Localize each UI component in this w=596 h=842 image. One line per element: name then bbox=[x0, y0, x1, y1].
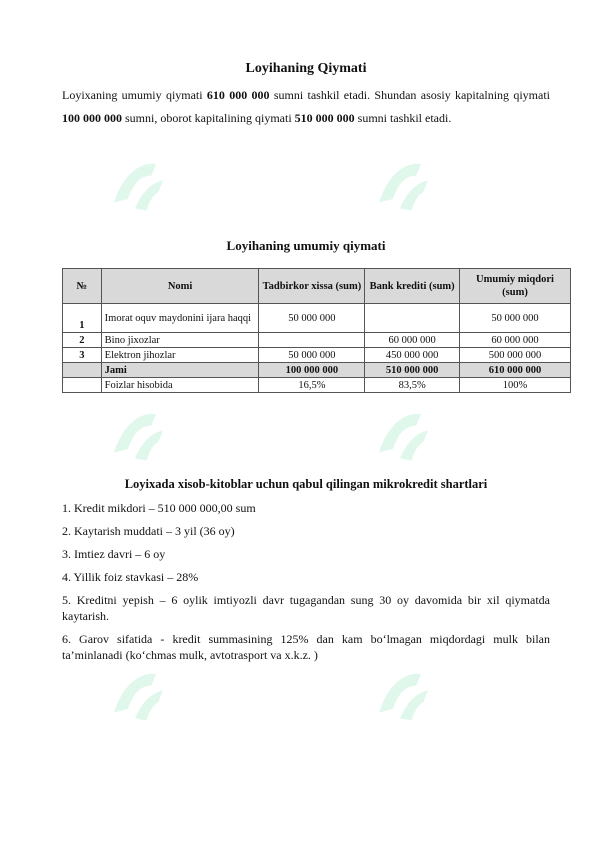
column-header: Bank krediti (sum) bbox=[365, 269, 460, 304]
table-row bbox=[63, 333, 571, 348]
list-item: 1. Kredit mikdori – 510 000 000,00 sum bbox=[62, 501, 256, 515]
table-cell: 60 000 000 bbox=[365, 333, 460, 348]
table-cell: 450 000 000 bbox=[365, 348, 460, 363]
logo-watermark-icon bbox=[365, 150, 435, 220]
column-header: Tadbirkor xissa (sum) bbox=[259, 269, 365, 304]
table-cell: 83,5% bbox=[365, 378, 460, 393]
table-total-row bbox=[63, 363, 571, 378]
table-cell: 2 bbox=[63, 333, 102, 348]
intro-text: Loyixaning umumiy qiymati bbox=[62, 88, 207, 102]
intro-text: sumni tashkil etadi. Shundan asosiy kapitalning qiymati bbox=[269, 88, 551, 102]
table-cell: 100% bbox=[460, 378, 571, 393]
table-cell: 510 000 000 bbox=[365, 363, 460, 378]
table-cell: 50 000 000 bbox=[259, 304, 365, 333]
table-title: Loyihaning umumiy qiymati bbox=[226, 238, 386, 253]
cost-table bbox=[62, 268, 571, 393]
table-header-row bbox=[63, 269, 571, 304]
fixed-capital-value: 100 000 000 bbox=[62, 111, 122, 125]
list-item: 6. Garov sifatida - kredit summasining 125% dan kam bo‘lmagan miqdordagi mulk bilan ta’minlanadi (ko‘chmas mulk, avtotrasport va x.k.z. ) bbox=[62, 632, 550, 662]
table-cell: Imorat oquv maydonini ijara haqqi bbox=[101, 304, 259, 333]
logo-watermark-icon bbox=[100, 400, 170, 470]
working-capital-value: 510 000 000 bbox=[294, 111, 355, 125]
intro-paragraph bbox=[62, 84, 550, 130]
logo-watermark-icon bbox=[365, 660, 435, 730]
table-cell: 50 000 000 bbox=[259, 348, 365, 363]
table-cell: 60 000 000 bbox=[460, 333, 571, 348]
table-row bbox=[63, 348, 571, 363]
table-cell: 500 000 000 bbox=[460, 348, 571, 363]
table-row bbox=[63, 304, 571, 333]
table-cell: Bino jixozlar bbox=[101, 333, 259, 348]
table-cell: 16,5% bbox=[259, 378, 365, 393]
terms-title: Loyixada xisob-kitoblar uchun qabul qilingan mikrokredit shartlari bbox=[124, 477, 488, 491]
table-cell: 610 000 000 bbox=[460, 363, 571, 378]
logo-watermark-icon bbox=[100, 660, 170, 730]
terms-list bbox=[62, 500, 550, 670]
list-item: 4. Yillik foiz stavkasi – 28% bbox=[62, 570, 199, 584]
table-cell bbox=[63, 378, 102, 393]
column-header: № bbox=[63, 269, 102, 304]
table-cell: Elektron jihozlar bbox=[101, 348, 259, 363]
table-cell: 3 bbox=[63, 348, 102, 363]
list-item: 2. Kaytarish muddati – 3 yil (36 oy) bbox=[62, 524, 235, 538]
page-title: Loyihaning Qiymati bbox=[245, 61, 367, 76]
total-value: 610 000 000 bbox=[206, 88, 270, 102]
table-cell: 100 000 000 bbox=[259, 363, 365, 378]
logo-watermark-icon bbox=[365, 400, 435, 470]
table-cell: Jami bbox=[101, 363, 259, 378]
logo-watermark-icon bbox=[100, 150, 170, 220]
table-cell: 50 000 000 bbox=[460, 304, 571, 333]
table-cell: Foizlar hisobida bbox=[101, 378, 259, 393]
list-item: 3. Imtiez davri – 6 oy bbox=[62, 547, 166, 561]
table-cell bbox=[365, 304, 460, 333]
table-cell bbox=[259, 333, 365, 348]
list-item: 5. Kreditni yepish – 6 oylik imtiyozli davr tugagandan sung 30 oy davomida bir xil qiymatda kaytarish. bbox=[62, 593, 550, 623]
table-percent-row bbox=[63, 378, 571, 393]
intro-text: sumni tashkil etadi. bbox=[354, 111, 452, 125]
column-header: Umumiy miqdori (sum) bbox=[460, 269, 571, 304]
table-cell: 1 bbox=[63, 304, 102, 333]
column-header: Nomi bbox=[101, 269, 259, 304]
intro-text: sumni, oborot kapitalining qiymati bbox=[122, 111, 295, 125]
table-cell bbox=[63, 363, 102, 378]
